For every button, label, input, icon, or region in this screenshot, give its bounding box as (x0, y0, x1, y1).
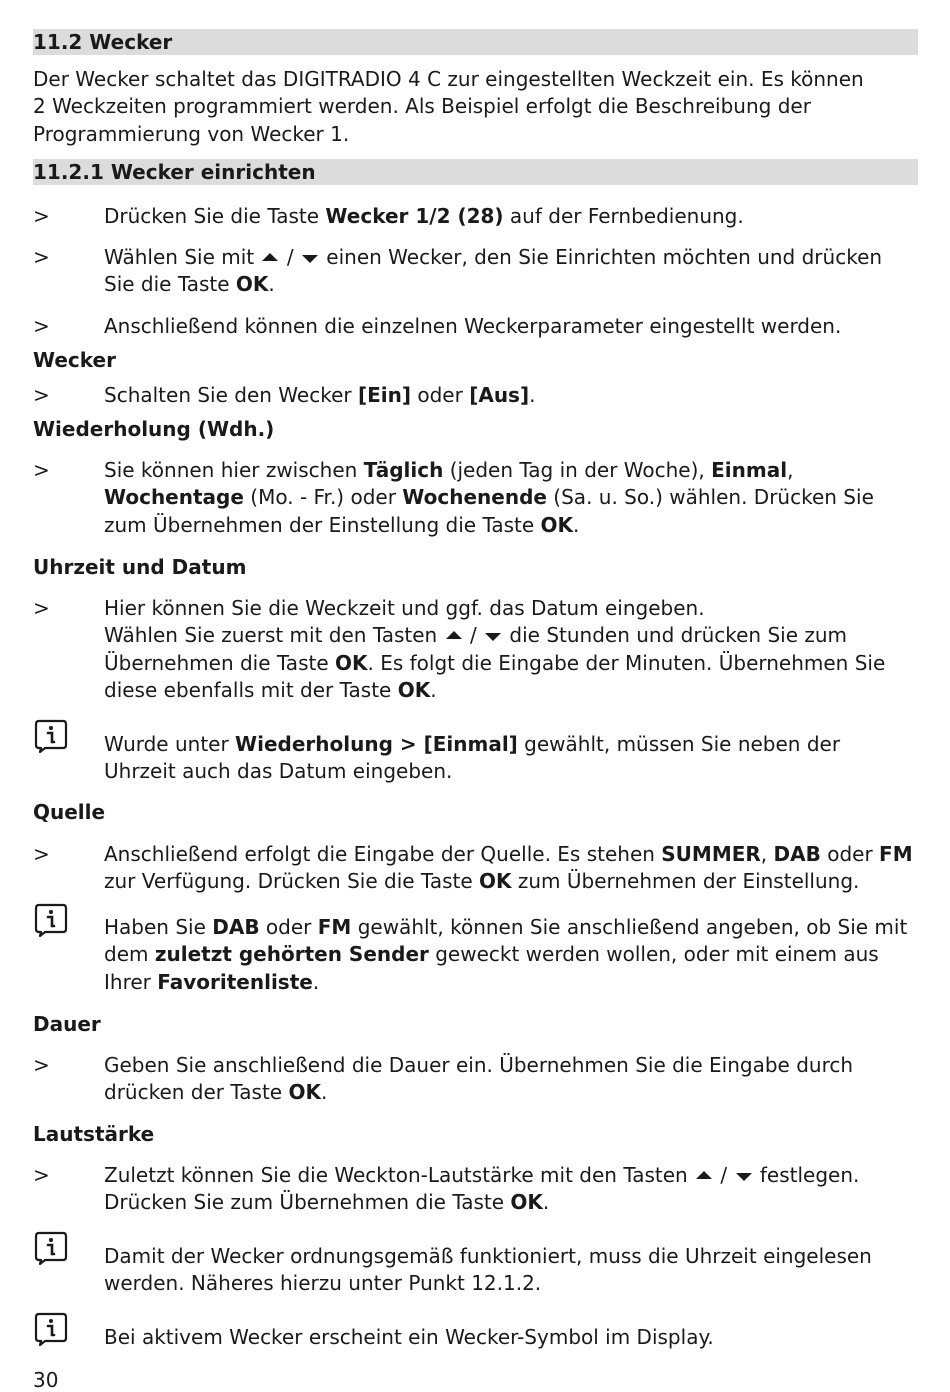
intro-line: Programmierung von Wecker 1. (33, 121, 350, 146)
step-text: Sie können hier zwischen Täglich (jeden Tag in der Woche), Einmal, Wochentage (Mo. - Fr.) oder Wochenende (Sa. u. So.) wählen. Drücken Sie zum Übernehmen der Einstellung die Taste OK. (104, 458, 874, 537)
heading-wecker: Wecker (33, 348, 116, 372)
step-text: Drücken Sie die Taste Wecker 1/2 (28) auf der Fernbedienung. (104, 204, 744, 228)
heading-quelle: Quelle (33, 800, 106, 824)
step-text: Zuletzt können Sie die Weckton-Lautstärke mit den Tasten / festlegen. Drücken Sie zum Übernehmen die Taste OK. (104, 1163, 860, 1215)
subsection-title: 11.2.1 Wecker einrichten (33, 159, 918, 185)
info-icon (33, 902, 69, 938)
arrow-down-icon (485, 633, 501, 641)
arrow-up-icon (262, 253, 278, 261)
arrow-up-icon (696, 1171, 712, 1179)
bullet-marker: > (33, 458, 50, 482)
bullet-marker: > (33, 314, 50, 338)
info-icon (33, 718, 69, 754)
step-text: Schalten Sie den Wecker [Ein] oder [Aus]. (104, 383, 536, 407)
bullet-marker: > (33, 204, 50, 228)
note-text: Haben Sie DAB oder FM gewählt, können Sie anschließend angeben, ob Sie mit dem zuletzt gehörten Sender geweckt werden wollen, oder mit einem aus Ihrer Favoritenliste. (104, 915, 908, 994)
heading-wiederholung: Wiederholung (Wdh.) (33, 417, 275, 441)
heading-uhrzeit: Uhrzeit und Datum (33, 555, 247, 579)
bullet-marker: > (33, 1053, 50, 1077)
arrow-down-icon (302, 255, 318, 263)
heading-lautstaerke: Lautstärke (33, 1122, 155, 1146)
intro-line: 2 Weckzeiten programmiert werden. Als Beispiel erfolgt die Beschreibung der (33, 94, 811, 119)
note-text: Damit der Wecker ordnungsgemäß funktioniert, muss die Uhrzeit eingelesen werden. Näheres hierzu unter Punkt 12.1.2. (104, 1244, 872, 1296)
heading-dauer: Dauer (33, 1012, 101, 1036)
bullet-marker: > (33, 245, 50, 269)
note-text: Bei aktivem Wecker erscheint ein Wecker-Symbol im Display. (104, 1325, 714, 1349)
step-text: Hier können Sie die Weckzeit und ggf. das Datum eingeben. Wählen Sie zuerst mit den Tasten / die Stunden und drücken Sie zum Übernehmen die Taste OK. Es folgt die Eingabe der Minuten. Übernehmen Sie diese ebenfalls mit der Taste OK. (104, 596, 886, 702)
section-title: 11.2 Wecker (33, 29, 918, 55)
bullet-marker: > (33, 1163, 50, 1187)
intro-paragraph (33, 66, 918, 148)
bullet-marker: > (33, 596, 50, 620)
bullet-marker: > (33, 383, 50, 407)
step-text: Anschließend können die einzelnen Weckerparameter eingestellt werden. (104, 314, 842, 338)
intro-line: Der Wecker schaltet das DIGITRADIO 4 C zur eingestellten Weckzeit ein. Es können (33, 67, 864, 91)
info-icon (33, 1230, 69, 1266)
info-icon (33, 1311, 69, 1347)
arrow-up-icon (446, 631, 462, 639)
step-text: Geben Sie anschließend die Dauer ein. Übernehmen Sie die Eingabe durch drücken der Taste OK. (104, 1053, 854, 1105)
note-text: Wurde unter Wiederholung > [Einmal] gewählt, müssen Sie neben der Uhrzeit auch das Datum eingeben. (104, 732, 841, 784)
page-number: 30 (33, 1368, 59, 1392)
bullet-marker: > (33, 842, 50, 866)
arrow-down-icon (736, 1173, 752, 1181)
step-text: Wählen Sie mit / einen Wecker, den Sie Einrichten möchten und drücken Sie die Taste OK. (104, 245, 883, 297)
step-text: Anschließend erfolgt die Eingabe der Quelle. Es stehen SUMMER, DAB oder FM zur Verfügung. Drücken Sie die Taste OK zum Übernehmen der Einstellung. (104, 842, 913, 894)
